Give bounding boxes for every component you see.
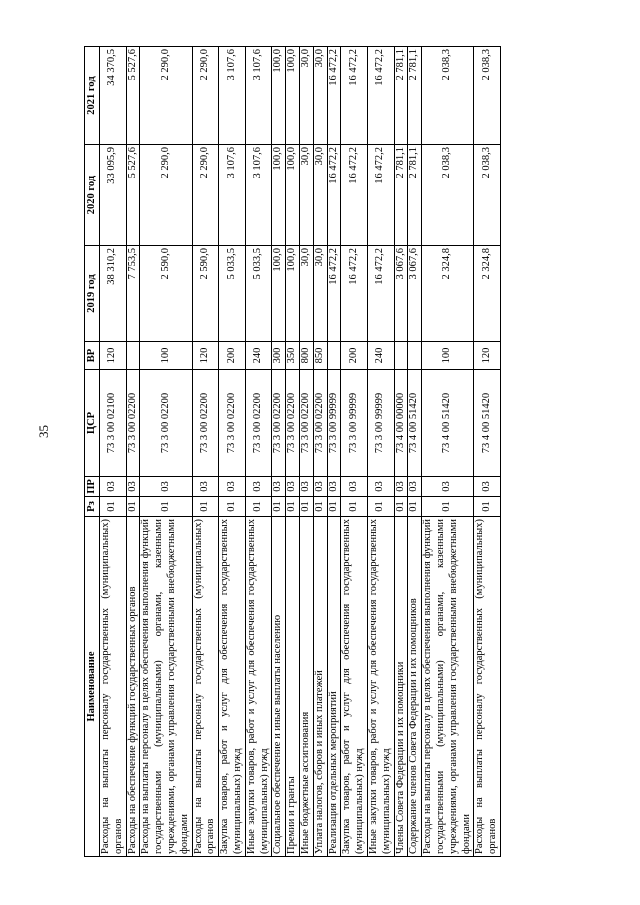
row-csr: 73 3 00 02200 (286, 370, 300, 477)
row-2020: 16 472,2 (341, 145, 368, 246)
header-2019: 2019 год (85, 246, 100, 342)
row-2020: 2 781,1 (394, 145, 408, 246)
row-rz: 01 (327, 497, 341, 517)
row-csr: 73 3 00 02200 (272, 370, 286, 477)
row-name: Иные бюджетные ассигнования (299, 517, 313, 857)
row-rz: 01 (313, 497, 327, 517)
row-2021: 2 038,3 (422, 47, 474, 145)
row-2019: 38 310,2 (100, 246, 127, 342)
row-csr: 73 3 00 99999 (327, 370, 341, 477)
row-name: Расходы на выплаты персоналу в целях обеспечения выполнения функций государственными (муниципальными) органами, казенными учреждениями, органами управления государственными внебюджетными фондами (422, 517, 474, 857)
row-2019: 16 472,2 (367, 246, 394, 342)
row-pr: 03 (192, 477, 219, 497)
row-2021: 2 290,0 (140, 47, 192, 145)
row-pr: 03 (327, 477, 341, 497)
row-csr: 73 3 00 99999 (367, 370, 394, 477)
row-2021: 100,0 (286, 47, 300, 145)
table-row (100, 47, 127, 857)
row-2021: 16 472,2 (341, 47, 368, 145)
row-csr: 73 3 00 02200 (219, 370, 246, 477)
row-pr: 03 (140, 477, 192, 497)
row-pr: 03 (245, 477, 272, 497)
table-row (192, 47, 219, 857)
row-2020: 2 038,3 (422, 145, 474, 246)
row-2020: 16 472,2 (367, 145, 394, 246)
table-row (474, 47, 501, 857)
row-2021: 2 038,3 (474, 47, 501, 145)
table-body (100, 47, 501, 857)
row-2020: 3 107,6 (219, 145, 246, 246)
row-2021: 16 472,2 (367, 47, 394, 145)
table-row (422, 47, 474, 857)
row-csr: 73 4 00 00000 (394, 370, 408, 477)
row-csr: 73 4 00 51420 (474, 370, 501, 477)
row-vr: 200 (219, 342, 246, 370)
table-row (341, 47, 368, 857)
row-2020: 33 095,9 (100, 145, 127, 246)
row-pr: 03 (100, 477, 127, 497)
row-csr: 73 4 00 51420 (422, 370, 474, 477)
table-row (408, 47, 422, 857)
row-name: Социальное обеспечение и иные выплаты населению (272, 517, 286, 857)
table-row (245, 47, 272, 857)
table-header-row (85, 47, 100, 857)
row-csr: 73 3 00 02200 (192, 370, 219, 477)
row-2019: 3 067,6 (408, 246, 422, 342)
table-row (394, 47, 408, 857)
row-pr: 03 (367, 477, 394, 497)
row-vr (126, 342, 140, 370)
row-name: Реализация отдельных мероприятий (327, 517, 341, 857)
row-2019: 2 324,8 (422, 246, 474, 342)
row-rz: 01 (192, 497, 219, 517)
header-rz: Рз (85, 497, 100, 517)
row-vr: 800 (299, 342, 313, 370)
row-name: Уплата налогов, сборов и иных платежей (313, 517, 327, 857)
row-2019: 3 067,6 (394, 246, 408, 342)
row-2020: 5 527,6 (126, 145, 140, 246)
row-pr: 03 (408, 477, 422, 497)
table-row (272, 47, 286, 857)
row-2021: 2 290,0 (192, 47, 219, 145)
row-vr: 100 (422, 342, 474, 370)
row-name: Закупка товаров, работ и услуг для обеспечения государственных (муниципальных) нужд (341, 517, 368, 857)
row-2021: 34 370,5 (100, 47, 127, 145)
row-2021: 100,0 (272, 47, 286, 145)
row-csr: 73 3 00 99999 (341, 370, 368, 477)
table-row (327, 47, 341, 857)
row-rz: 01 (286, 497, 300, 517)
row-2019: 30,0 (313, 246, 327, 342)
row-rz: 01 (394, 497, 408, 517)
row-pr: 03 (422, 477, 474, 497)
row-rz: 01 (408, 497, 422, 517)
row-vr: 240 (245, 342, 272, 370)
row-name: Содержание членов Совета Федерации и их помощников (408, 517, 422, 857)
row-rz: 01 (219, 497, 246, 517)
table-row (286, 47, 300, 857)
row-name: Члены Совета Федерации и их помощники (394, 517, 408, 857)
header-name: Наименование (85, 517, 100, 857)
row-pr: 03 (286, 477, 300, 497)
row-2020: 3 107,6 (245, 145, 272, 246)
row-pr: 03 (126, 477, 140, 497)
header-vr: ВР (85, 342, 100, 370)
row-pr: 03 (394, 477, 408, 497)
row-2019: 2 324,8 (474, 246, 501, 342)
row-2020: 2 290,0 (140, 145, 192, 246)
row-rz: 01 (367, 497, 394, 517)
table-row (219, 47, 246, 857)
row-csr: 73 3 00 02200 (126, 370, 140, 477)
row-pr: 03 (219, 477, 246, 497)
row-rz: 01 (272, 497, 286, 517)
row-name: Иные закупки товаров, работ и услуг для обеспечения государственных (муниципальных) нужд (245, 517, 272, 857)
row-2021: 5 527,6 (126, 47, 140, 145)
row-csr: 73 3 00 02200 (245, 370, 272, 477)
row-pr: 03 (341, 477, 368, 497)
budget-table (84, 46, 501, 857)
row-2021: 16 472,2 (327, 47, 341, 145)
row-vr: 200 (341, 342, 368, 370)
row-rz: 01 (422, 497, 474, 517)
row-pr: 03 (474, 477, 501, 497)
row-rz: 01 (140, 497, 192, 517)
row-name: Закупка товаров, работ и услуг для обеспечения государственных (муниципальных) нужд (219, 517, 246, 857)
row-vr: 240 (367, 342, 394, 370)
row-pr: 03 (299, 477, 313, 497)
row-2020: 30,0 (313, 145, 327, 246)
row-2020: 2 038,3 (474, 145, 501, 246)
row-vr: 350 (286, 342, 300, 370)
row-name: Расходы на выплаты персоналу государственных (муниципальных) органов (100, 517, 127, 857)
row-2019: 100,0 (286, 246, 300, 342)
row-rz: 01 (126, 497, 140, 517)
row-2021: 2 781,1 (408, 47, 422, 145)
row-name: Расходы на выплаты персоналу в целях обеспечения выполнения функций государственными (муниципальными) органами, казенными учреждениями, органами управления государственными внебюджетными фондами (140, 517, 192, 857)
row-name: Расходы на обеспечение функций государственных органов (126, 517, 140, 857)
rotated-table-container (84, 47, 501, 857)
row-rz: 01 (341, 497, 368, 517)
row-2019: 2 590,0 (140, 246, 192, 342)
row-vr (394, 342, 408, 370)
row-csr: 73 4 00 51420 (408, 370, 422, 477)
row-2020: 16 472,2 (327, 145, 341, 246)
row-2020: 2 781,1 (408, 145, 422, 246)
row-vr: 120 (192, 342, 219, 370)
row-rz: 01 (299, 497, 313, 517)
row-2019: 5 033,5 (219, 246, 246, 342)
row-2019: 100,0 (272, 246, 286, 342)
row-2021: 30,0 (299, 47, 313, 145)
row-vr (327, 342, 341, 370)
row-rz: 01 (474, 497, 501, 517)
row-csr: 73 3 00 02200 (313, 370, 327, 477)
row-2020: 100,0 (272, 145, 286, 246)
table-row (126, 47, 140, 857)
row-2019: 7 753,5 (126, 246, 140, 342)
row-csr: 73 3 00 02200 (299, 370, 313, 477)
row-2019: 16 472,2 (327, 246, 341, 342)
row-2019: 16 472,2 (341, 246, 368, 342)
row-2021: 30,0 (313, 47, 327, 145)
table-row (367, 47, 394, 857)
row-2019: 30,0 (299, 246, 313, 342)
row-2021: 3 107,6 (245, 47, 272, 145)
row-rz: 01 (245, 497, 272, 517)
row-vr: 100 (140, 342, 192, 370)
row-pr: 03 (313, 477, 327, 497)
row-2019: 5 033,5 (245, 246, 272, 342)
row-vr (408, 342, 422, 370)
table-row (313, 47, 327, 857)
row-2020: 30,0 (299, 145, 313, 246)
row-name: Расходы на выплаты персоналу государственных (муниципальных) органов (474, 517, 501, 857)
row-vr: 120 (100, 342, 127, 370)
row-csr: 73 3 00 02100 (100, 370, 127, 477)
header-2020: 2020 год (85, 145, 100, 246)
row-csr: 73 3 00 02200 (140, 370, 192, 477)
row-name: Иные закупки товаров, работ и услуг для обеспечения государственных (муниципальных) нужд (367, 517, 394, 857)
table-row (140, 47, 192, 857)
row-vr: 120 (474, 342, 501, 370)
row-pr: 03 (272, 477, 286, 497)
row-2020: 2 290,0 (192, 145, 219, 246)
row-name: Расходы на выплаты персоналу государственных (муниципальных) органов (192, 517, 219, 857)
row-vr: 300 (272, 342, 286, 370)
table-row (299, 47, 313, 857)
page-number: 35 (36, 425, 51, 438)
header-pr: ПР (85, 477, 100, 497)
row-vr: 850 (313, 342, 327, 370)
header-2021: 2021 год (85, 47, 100, 145)
row-2019: 2 590,0 (192, 246, 219, 342)
header-csr: ЦСР (85, 370, 100, 477)
row-2020: 100,0 (286, 145, 300, 246)
row-name: Премии и гранты (286, 517, 300, 857)
row-rz: 01 (100, 497, 127, 517)
row-2021: 3 107,6 (219, 47, 246, 145)
row-2021: 2 781,1 (394, 47, 408, 145)
